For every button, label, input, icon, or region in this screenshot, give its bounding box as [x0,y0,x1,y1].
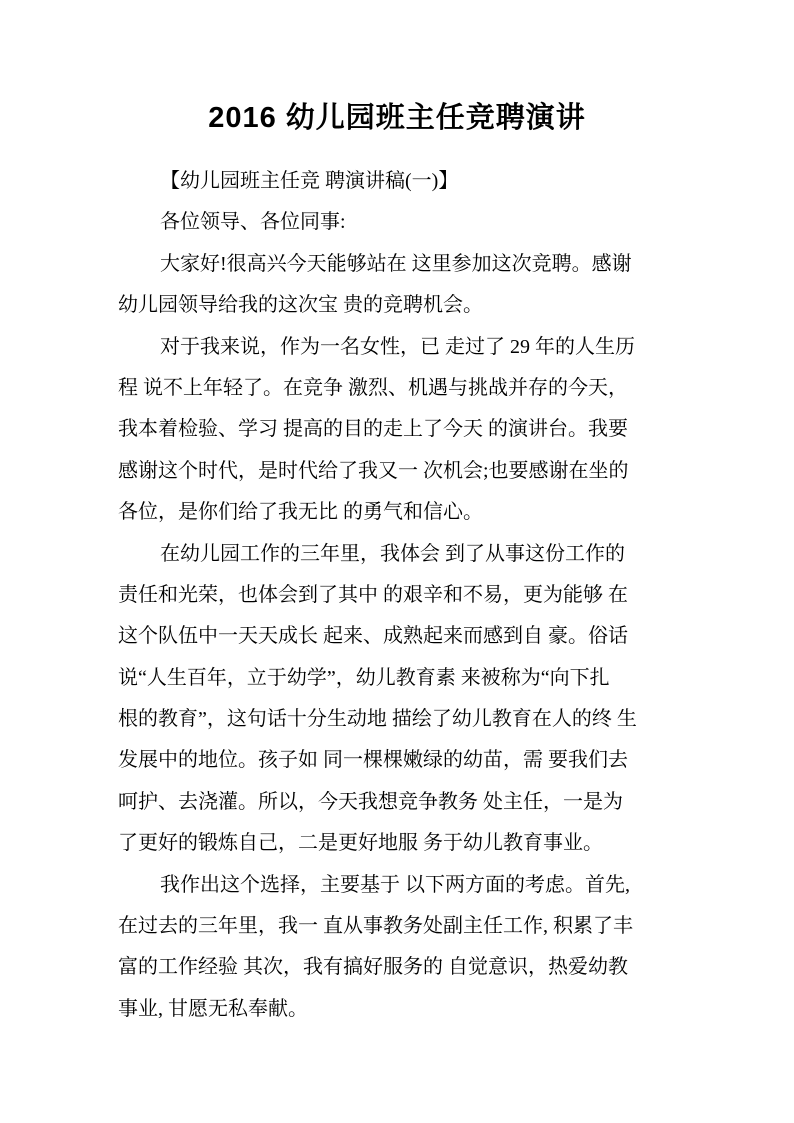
text-line: 对于我来说，作为一名女性，已 走过了 29 年的人生历 [160,335,635,358]
paragraph-about-me [118,327,678,534]
text-line: 各位领导、各位同事: [160,211,346,234]
text-line: 我作出这个选择，主要基于 以下两方面的考虑。首先, [160,873,630,896]
text-line: 在过去的三年里，我一 直从事教务处副主任工作, 积累了丰 [118,915,633,938]
text-line: 我本着检验、学习 提高的目的走上了今天 的演讲台。我要 [118,418,628,441]
text-line: 了更好的锻炼自己，二是更好地服 务于幼儿教育事业。 [118,832,603,855]
document-title: 2016 幼儿园班主任竞聘演讲 [208,102,586,134]
text-line: 感谢这个时代，是时代给了我又一 次机会;也要感谢在坐的 [118,459,629,482]
text-line: 各位，是你们给了我无比 的勇气和信心。 [118,501,483,524]
text-line: 富的工作经验 其次，我有搞好服务的 自觉意识，热爱幼教 [118,956,628,979]
paragraph-salutation [118,202,678,243]
text-line: 这个队伍中一天天成长 起来、成熟起来而感到自 豪。俗话 [118,625,628,648]
text-line: 事业, 甘愿无私奉献。 [118,997,308,1020]
text-line: 在幼儿园工作的三年里，我体会 到了从事这份工作的 [160,542,625,565]
document-body [118,161,678,1030]
text-line: 呵护、去浇灌。所以，今天我想竞争教务 处主任，一是为 [118,790,623,813]
text-line: 大家好!很高兴今天能够站在 这里参加这次竞聘。感谢 [160,252,632,275]
text-line: 责任和光荣，也体会到了其中 的艰辛和不易，更为能够 在 [118,583,628,606]
text-line: 说“人生百年，立于幼学”，幼儿教育素 来被称为“向下扎 [118,666,610,689]
paragraph-subtitle [118,161,678,202]
paragraph-work-experience [118,534,678,865]
text-line: 程 说不上年轻了。在竞争 激烈、机遇与挑战并存的今天， [118,376,628,399]
text-line: 根的教育”，这句话十分生动地 描绘了幼儿教育在人的终 生 [118,708,637,731]
paragraph-greeting [118,244,678,327]
text-line: 幼儿园领导给我的这次宝 贵的竞聘机会。 [118,294,483,317]
text-line: 发展中的地位。孩子如 同一棵棵嫩绿的幼苗，需 要我们去 [118,749,628,772]
text-line: 【幼儿园班主任竞 聘演讲稿(一)】 [160,170,459,192]
paragraph-reasons [118,865,678,1031]
